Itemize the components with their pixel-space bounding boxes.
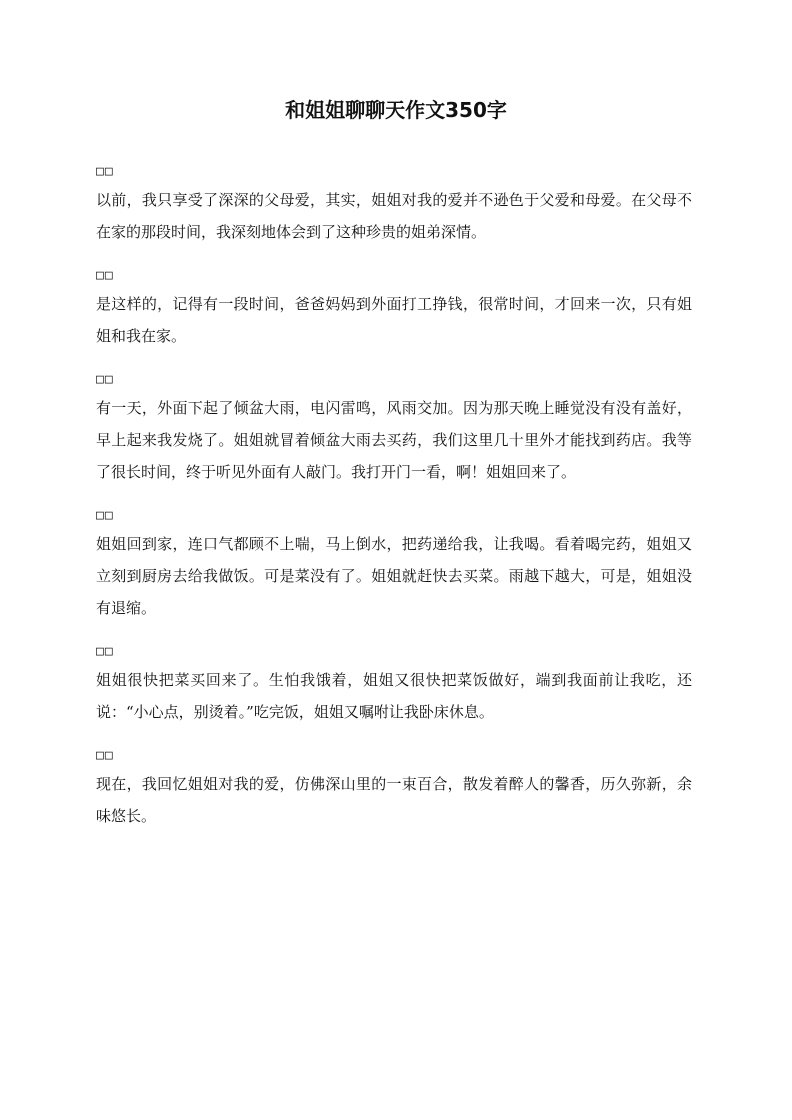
page-title: 和姐姐聊聊天作文350字 — [285, 98, 507, 122]
paragraph-5 — [96, 640, 692, 728]
paragraph-text: 现在，我回忆姐姐对我的爱，仿佛深山里的一束百合，散发着醉人的馨香，历久弥新，余味悠长。 — [96, 775, 692, 825]
paragraph-text: 是这样的，记得有一段时间，爸爸妈妈到外面打工挣钱，很常时间，才回来一次，只有姐姐和我在家。 — [96, 295, 692, 345]
paragraph-1 — [96, 160, 692, 248]
paragraph-6 — [96, 744, 692, 832]
paragraph-text: 以前，我只享受了深深的父母爱，其实，姐姐对我的爱并不逊色于父爱和母爱。在父母不在家的那段时间，我深刻地体会到了这种珍贵的姐弟深情。 — [96, 191, 692, 241]
paragraph-indent-marker: □□ — [96, 748, 114, 763]
paragraph-text: 姐姐回到家，连口气都顾不上喘，马上倒水，把药递给我，让我喝。看着喝完药，姐姐又立刻到厨房去给我做饭。可是菜没有了。姐姐就赶快去买菜。雨越下越大，可是，姐姐没有退缩。 — [96, 535, 692, 617]
paragraph-indent-marker: □□ — [96, 508, 114, 523]
paragraph-text: 有一天，外面下起了倾盆大雨，电闪雷鸣，风雨交加。因为那天晚上睡觉没有没有盖好，早上起来我发烧了。姐姐就冒着倾盆大雨去买药，我们这里几十里外才能找到药店。我等了很长时间，终于听见外面有人敲门。我打开门一看，啊！姐姐回来了。 — [96, 399, 692, 481]
document-body — [96, 160, 692, 848]
paragraph-indent-marker: □□ — [96, 644, 114, 659]
paragraph-4 — [96, 504, 692, 624]
paragraph-2 — [96, 264, 692, 352]
paragraph-indent-marker: □□ — [96, 372, 114, 387]
paragraph-3 — [96, 368, 692, 488]
paragraph-text: 姐姐很快把菜买回来了。生怕我饿着，姐姐又很快把菜饭做好，端到我面前让我吃，还说：“小心点，别烫着。”吃完饭，姐姐又嘱咐让我卧床休息。 — [96, 671, 692, 721]
paragraph-indent-marker: □□ — [96, 268, 114, 283]
paragraph-indent-marker: □□ — [96, 164, 114, 179]
